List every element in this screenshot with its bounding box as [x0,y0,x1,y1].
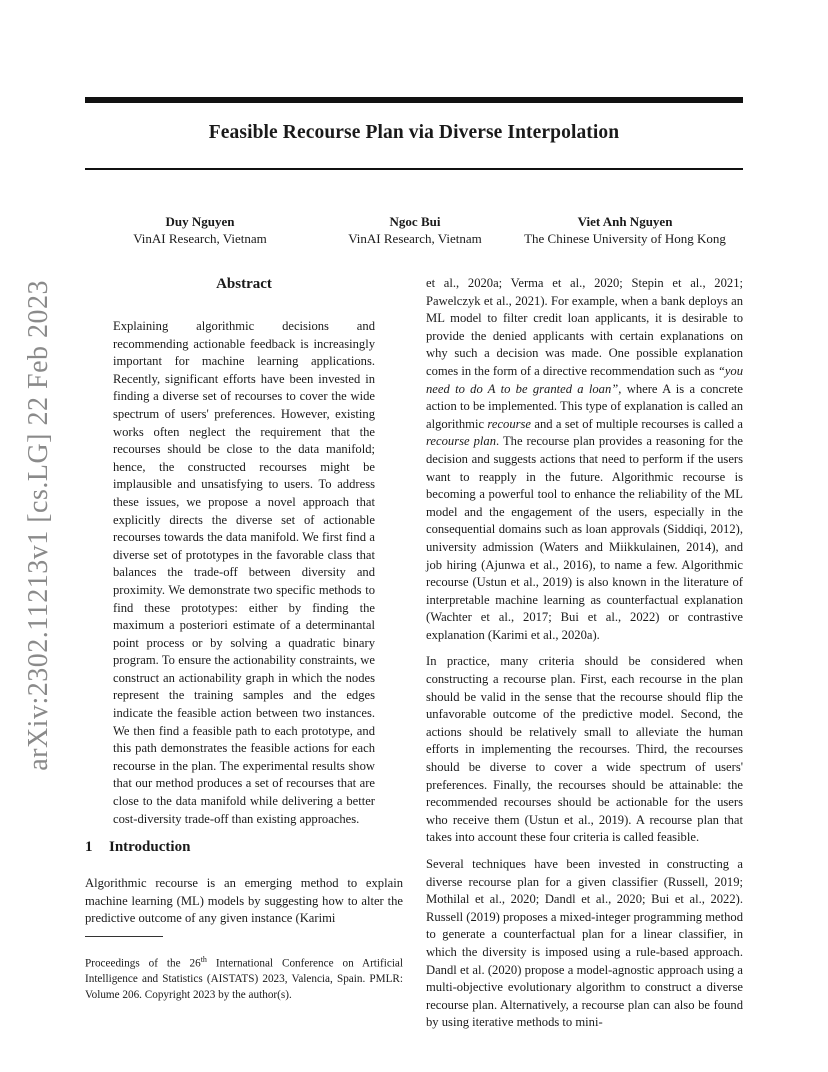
p1-term-recourse-plan: recourse plan [426,434,497,449]
author-2 [330,213,500,247]
right-paragraph-1 [426,275,743,644]
p1-term-recourse: recourse [487,416,532,431]
intro-paragraph-left: Algorithmic recourse is an emerging method to explain machine learning (ML) models by suggesting how to alter the predictive outcome of any given instance (Karimi [85,876,403,926]
author-name: Viet Anh Nguyen [577,214,673,229]
p1-quote: “you need to do A to be granted a loan” [426,363,743,396]
p1-text-c: and a set of multiple recourses is called a [531,416,744,431]
author-3 [510,213,740,247]
abstract-heading: Abstract [216,276,272,292]
right-column [426,275,743,1041]
author-name: Ngoc Bui [389,214,441,229]
author-affiliation: VinAI Research, Vietnam [348,231,482,246]
right-paragraph-2: In practice, many criteria should be considered when constructing a recourse plan. First, each recourse in the plan should be valid in the sense that the recourse should flip the unfavorable outcome of the predictive model. Second, the actions should be relatively small to alleviate the human efforts in implementing the recourses. Third, the recourses should be diverse to cover a wide spectrum of users' preferences. Finally, the recourses should be attainable: the recommended recourses should be actionable for the users who receive them (Ustun et al., 2019). A recourse plan that takes into account these four criteria is called feasible. [426,654,743,845]
author-affiliation: The Chinese University of Hong Kong [524,231,726,246]
footnote [85,952,403,1004]
footnote-prefix: Proceedings of the 26 [85,957,201,970]
p1-text-d: . The recourse plan provides a reasoning for the decision and suggests actions that need to perform if the users want to reapply in the future. Algorithmic recourse is becoming a powerful tool to enhance the reliability of the ML model and the engagement of the users, especially in the consequential domains such as loan approvals (Siddiqi, 2012), university admission (Waters and Miikkulainen, 2014), and job hiring (Ajunwa et al., 2016), to name a few. Algorithmic recourse (Ustun et al., 2019) is also known in the literature of interpretable machine learning as counterfactual explanation (Wachter et al., 2017; Bui et al., 2022) or contrastive explanation (Karimi et al., 2020a). [426,434,744,642]
section-number: 1 [85,839,93,855]
title-rule-top [85,97,743,103]
arxiv-stamp-text: arXiv:2302.11213v1 [cs.LG] 22 Feb 2023 [23,279,54,771]
author-name: Duy Nguyen [165,214,235,229]
author-1 [110,213,290,247]
author-affiliation: VinAI Research, Vietnam [133,231,267,246]
section-heading [85,839,190,856]
footnote-rule [85,936,163,937]
p1-text-b: , where A is a concrete action to be implemented. This type of explanation is called an algorithmic [426,381,744,431]
right-paragraph-3: Several techniques have been invested in constructing a diverse recourse plan for a given classifier (Russell, 2019; Mothilal et al., 2020; Dandl et al., 2020; Bui et al., 2022). Russell (2019) proposes a mixed-integer programming method to generate a counterfactual plan for a linear classifier, in which the diversity is imposed using a rule-based approach. Dandl et al. (2020) propose a model-agnostic approach using a multi-objective evolutionary algorithm to construct a diverse recourse plan. Alternatively, a recourse plan can also be found by using iterative methods to mini- [426,857,743,1030]
abstract-text: Explaining algorithmic decisions and recommending actionable feedback is increasingly important for machine learning applications. Recently, significant efforts have been invested in finding a diverse set of recourses to cover the wide spectrum of users' preferences. However, existing works often neglect the requirement that the recourses should be close to the data manifold; hence, the constructed recourses might be implausible and unsatisfying to users. To address these issues, we propose a novel approach that explicitly directs the diverse set of actionable recourses towards the data manifold. We first find a diverse set of prototypes in the favorable class that balances the trade-off between diversity and proximity. We demonstrate two specific methods to find these prototypes: either by finding the maximum a posteriori estimate of a determinantal point process or by solving a quadratic binary program. To ensure the actionability constraints, we construct an actionability graph in which the nodes represent the training samples and the edges indicate the feasible action between two instances. We then find a feasible path to each prototype, and this path demonstrates the feasible actions for each recourse in the plan. The experimental results show that our method produces a set of recourses that are close to the data manifold while delivering a better cost-diversity trade-off than existing approaches. [113,319,375,826]
footnote-sup: th [200,955,207,964]
paper-title: Feasible Recourse Plan via Diverse Interpolation [208,122,620,143]
p1-text: et al., 2020a; Verma et al., 2020; Stepin et al., 2021; Pawelczyk et al., 2021). For example, when a bank deploys an ML model to filter credit loan applicants, it is desirable to provide the denied applicants with certain explanations on why such a decision was made. One possible explanation comes in the form of a directive recommendation such as [426,276,743,378]
section-title: Introduction [109,839,191,855]
title-rule-bottom [85,168,743,170]
footnote-rest: International Conference on Artificial Intelligence and Statistics (AISTATS) 2023, Valencia, Spain. PMLR: Volume 206. Copyright 2023 by the author(s). [85,957,403,1001]
arxiv-stamp [23,279,54,771]
